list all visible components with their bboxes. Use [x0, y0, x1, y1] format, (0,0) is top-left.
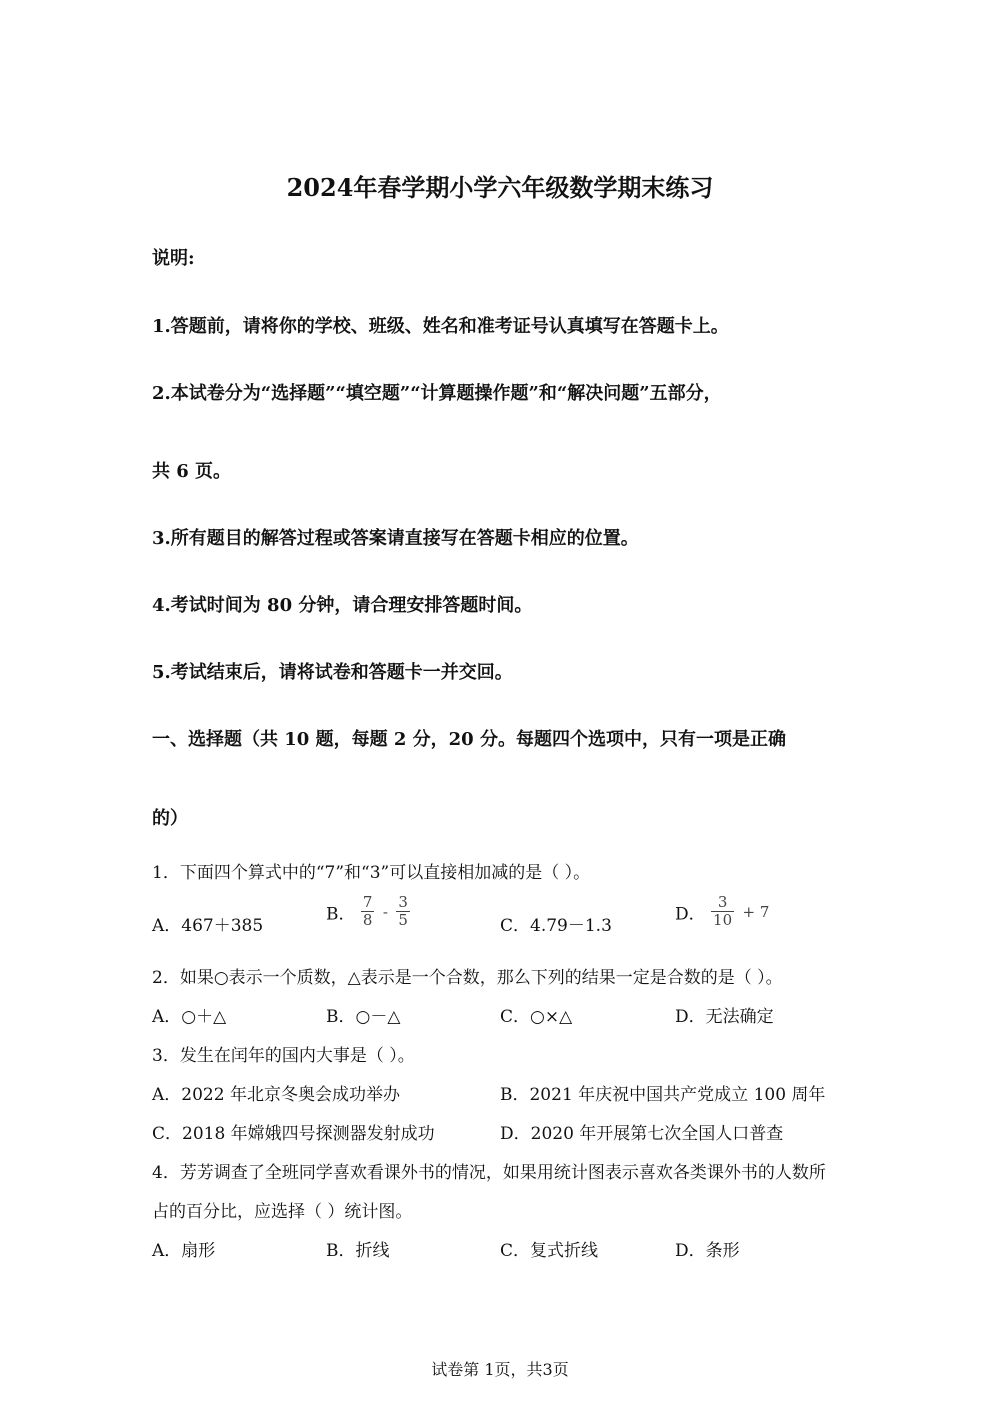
instruction-item-2-line-2: 共 6 页。	[152, 461, 232, 482]
question-2-option-c: C．○×△	[500, 1007, 573, 1027]
question-2-option-b: B．○－△	[326, 1007, 401, 1027]
fraction-three-fifths	[396, 894, 410, 930]
question-3-option-c: C．2018 年嫦娥四号探测器发射成功	[152, 1124, 435, 1144]
question-1-option-d	[675, 894, 772, 930]
instructions-heading: 说明:	[152, 248, 195, 269]
fraction-numerator: 3	[711, 894, 734, 912]
fraction-denominator: 8	[362, 911, 373, 930]
exam-title: 2024年春学期小学六年级数学期末练习	[286, 173, 714, 202]
question-2-stem: 2．如果○表示一个质数，△表示是一个合数，那么下列的结果一定是合数的是（ ）。	[152, 968, 783, 988]
fraction-denominator: 5	[398, 911, 408, 930]
minus-operator: -	[382, 902, 388, 921]
question-4-option-d: D．条形	[675, 1241, 740, 1261]
question-2-option-a: A．○＋△	[152, 1007, 227, 1027]
instruction-item-5: 5.考试结束后，请将试卷和答题卡一并交回。	[152, 662, 513, 683]
instruction-item-1: 1.答题前，请将你的学校、班级、姓名和准考证号认真填写在答题卡上。	[152, 316, 729, 337]
instruction-item-4: 4.考试时间为 80 分钟，请合理安排答题时间。	[152, 595, 533, 616]
section-1-heading-line-1: 一、选择题（共 10 题，每题 2 分，20 分。每题四个选项中，只有一项是正确	[152, 729, 786, 750]
page-footer: 试卷第 1页，共3页	[431, 1360, 569, 1379]
fraction-numerator: 7	[362, 893, 373, 911]
question-1-option-b	[326, 894, 410, 930]
section-1-heading-line-2: 的）	[152, 808, 188, 829]
plus-seven-term: + 7	[742, 902, 770, 921]
fraction-denominator: 10	[713, 911, 733, 930]
question-4-option-a: A．扇形	[152, 1241, 216, 1261]
question-3-option-b: B．2021 年庆祝中国共产党成立 100 周年	[500, 1085, 826, 1105]
question-1-option-c: C．4.79－1.3	[500, 916, 612, 936]
question-3-option-d: D．2020 年开展第七次全国人口普查	[500, 1124, 784, 1144]
fraction-numerator: 3	[398, 893, 408, 911]
question-3-option-a: A．2022 年北京冬奥会成功举办	[152, 1085, 400, 1105]
question-4-option-b: B．折线	[326, 1241, 390, 1261]
question-4-stem-line-2: 占的百分比，应选择（ ）统计图。	[152, 1202, 413, 1222]
option-d-label: D．	[675, 904, 706, 925]
question-1-stem: 1．下面四个算式中的“7”和“3”可以直接相加减的是（ ）。	[152, 863, 591, 883]
fraction-three-tenths	[711, 894, 734, 930]
question-4-stem-line-1: 4．芳芳调查了全班同学喜欢看课外书的情况，如果用统计图表示喜欢各类课外书的人数所	[152, 1163, 826, 1183]
instruction-item-3: 3.所有题目的解答过程或答案请直接写在答题卡相应的位置。	[152, 528, 639, 549]
question-3-stem: 3．发生在闰年的国内大事是（ ）。	[152, 1046, 415, 1066]
question-1-option-a: A．467＋385	[152, 916, 264, 936]
question-4-option-c: C．复式折线	[500, 1241, 599, 1261]
instruction-item-2-line-1: 2.本试卷分为“选择题”“填空题”“计算题操作题”和“解决问题”五部分，	[152, 383, 722, 404]
question-2-option-d: D．无法确定	[675, 1007, 774, 1027]
option-b-label: B．	[326, 904, 356, 925]
fraction-seven-eighths	[361, 894, 375, 930]
